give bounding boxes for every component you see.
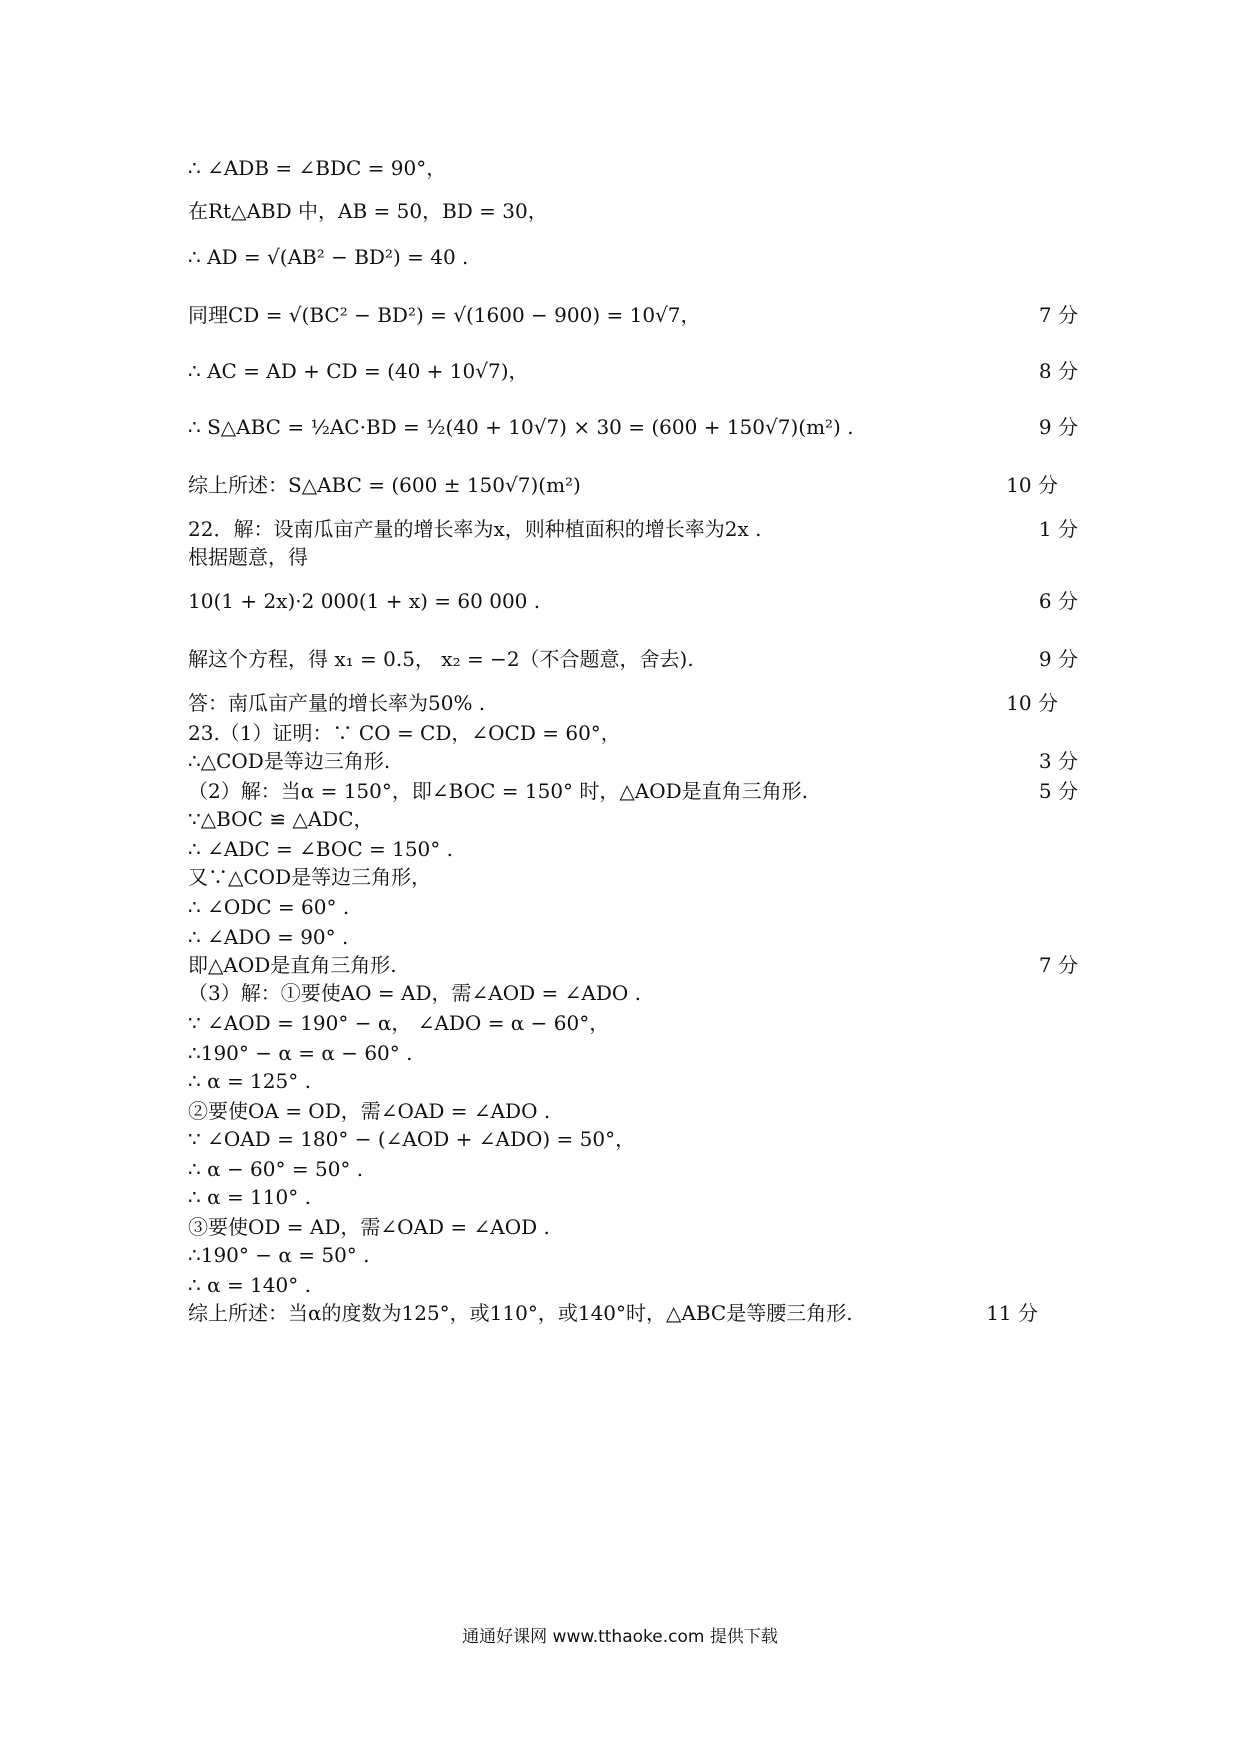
solution-line: ∴ ∠ODC = 60° . bbox=[188, 895, 350, 919]
solution-line: ∵△BOC ≌ △ADC， bbox=[188, 807, 374, 831]
solution-line: ∴ α − 60° = 50° . bbox=[188, 1157, 364, 1181]
solution-line: ∴ ∠ADB = ∠BDC = 90°， bbox=[188, 156, 447, 180]
score-label: 9 分 bbox=[1038, 647, 1078, 671]
solution-line: ∴ α = 125° . bbox=[188, 1069, 311, 1093]
score-label: 11 分 bbox=[986, 1301, 1038, 1325]
score-label: 7 分 bbox=[1038, 953, 1078, 977]
solution-line: ∵ ∠AOD = 190° − α， ∠ADO = α − 60°， bbox=[188, 1011, 610, 1035]
solution-line: ∵ ∠OAD = 180° − (∠AOD + ∠ADO) = 50°， bbox=[188, 1127, 636, 1151]
page-footer: 通通好课网 www.tthaoke.com 提供下载 bbox=[462, 1627, 778, 1647]
solution-line: 又∵△COD是等边三角形， bbox=[188, 865, 432, 889]
solution-line: ∴ S△ABC = ½AC·BD = ½(40 + 10√7) × 30 = (600 + 150√7)(m²) . bbox=[188, 415, 854, 439]
score-label: 8 分 bbox=[1038, 359, 1078, 383]
score-label: 7 分 bbox=[1038, 303, 1078, 327]
solution-line: 在Rt△ABD 中，AB = 50，BD = 30， bbox=[188, 199, 548, 223]
solution-line: 同理CD = √(BC² − BD²) = √(1600 − 900) = 10√7， bbox=[188, 303, 701, 327]
solution-line: ③要使OD = AD，需∠OAD = ∠AOD . bbox=[188, 1215, 550, 1239]
score-label: 10 分 bbox=[1006, 473, 1058, 497]
solution-line: （2）解：当α = 150°，即∠BOC = 150° 时，△AOD是直角三角形. bbox=[188, 779, 809, 803]
score-label: 10 分 bbox=[1006, 691, 1058, 715]
solution-line: ∴ AC = AD + CD = (40 + 10√7)， bbox=[188, 359, 529, 383]
score-label: 9 分 bbox=[1038, 415, 1078, 439]
solution-line: 23.（1）证明：∵ CO = CD，∠OCD = 60°， bbox=[188, 721, 621, 745]
solution-line: 10(1 + 2x)·2 000(1 + x) = 60 000 . bbox=[188, 589, 541, 613]
solution-line: 解这个方程，得 x₁ = 0.5， x₂ = −2（不合题意，舍去). bbox=[188, 647, 694, 671]
solution-line: ∴ α = 140° . bbox=[188, 1273, 311, 1297]
solution-line: ∴ AD = √(AB² − BD²) = 40 . bbox=[188, 245, 469, 269]
solution-line: 根据题意，得 bbox=[188, 545, 308, 569]
solution-line: ∴△COD是等边三角形. bbox=[188, 749, 391, 773]
solution-line: 综上所述：S△ABC = (600 ± 150√7)(m²) bbox=[188, 473, 581, 497]
solution-line: 综上所述：当α的度数为125°，或110°，或140°时，△ABC是等腰三角形. bbox=[188, 1301, 853, 1325]
score-label: 1 分 bbox=[1038, 517, 1078, 541]
solution-line: （3）解：①要使AO = AD，需∠AOD = ∠ADO . bbox=[188, 981, 641, 1005]
solution-line: 答：南瓜亩产量的增长率为50% . bbox=[188, 691, 486, 715]
solution-line: ②要使OA = OD，需∠OAD = ∠ADO . bbox=[188, 1099, 551, 1123]
solution-line: ∴ ∠ADC = ∠BOC = 150° . bbox=[188, 837, 453, 861]
solution-line: ∴190° − α = α − 60° . bbox=[188, 1041, 413, 1065]
score-label: 3 分 bbox=[1038, 749, 1078, 773]
solution-line: ∴ α = 110° . bbox=[188, 1185, 311, 1209]
score-label: 5 分 bbox=[1038, 779, 1078, 803]
solution-line: ∴ ∠ADO = 90° . bbox=[188, 925, 349, 949]
solution-line: 即△AOD是直角三角形. bbox=[188, 953, 397, 977]
score-label: 6 分 bbox=[1038, 589, 1078, 613]
solution-line: 22．解：设南瓜亩产量的增长率为x，则种植面积的增长率为2x . bbox=[188, 517, 762, 541]
solution-line: ∴190° − α = 50° . bbox=[188, 1243, 370, 1267]
